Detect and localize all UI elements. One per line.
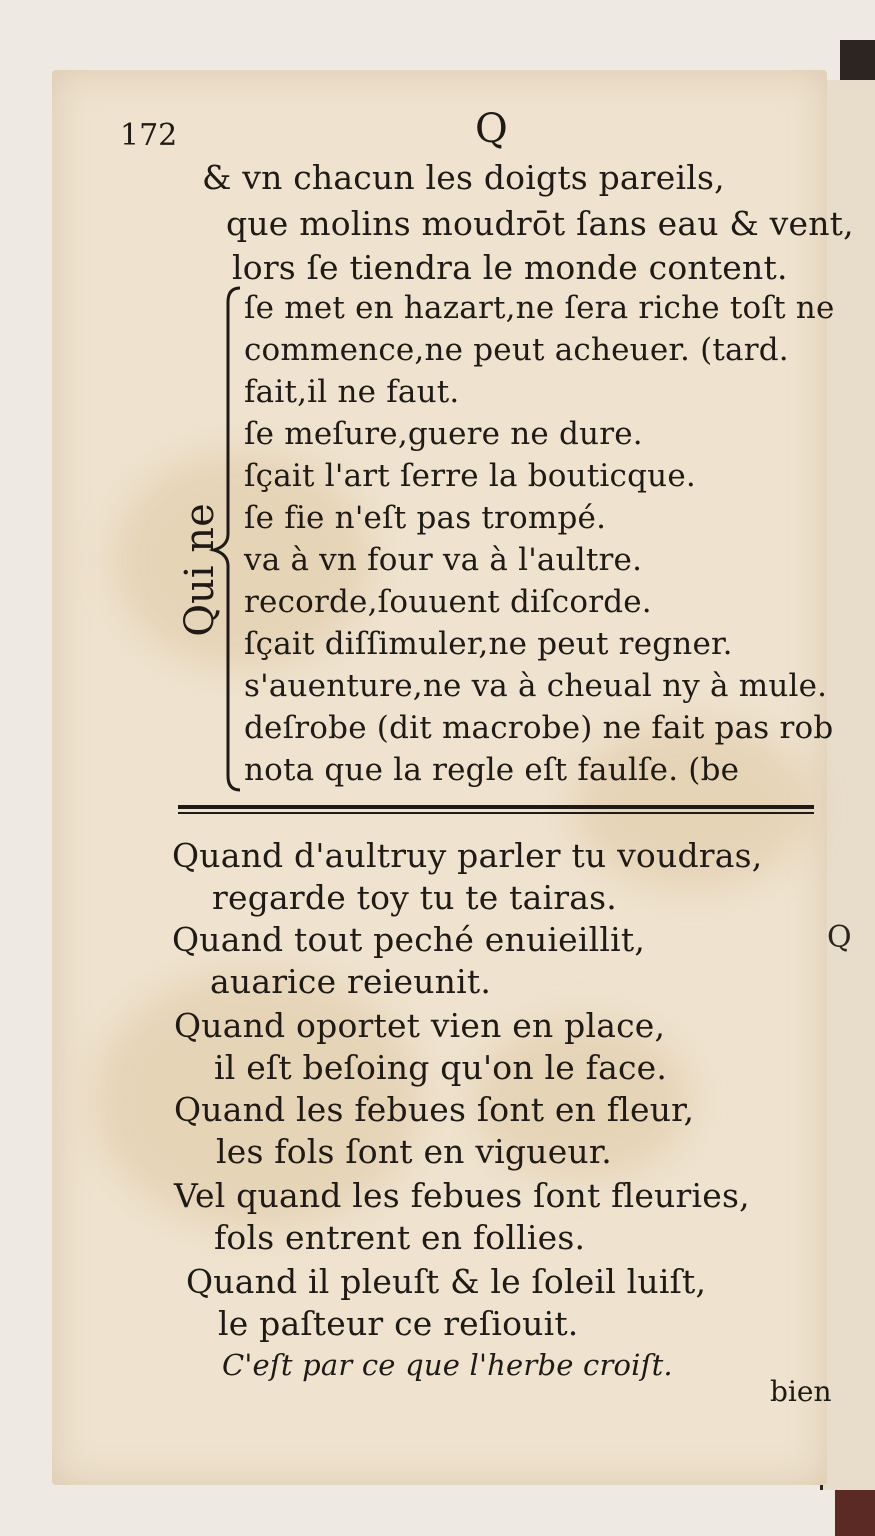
- qui-ne-item: ſe met en hazart,ne ſera riche toſt ne: [244, 290, 835, 326]
- page-number: 172: [120, 118, 178, 153]
- qui-ne-item: ſçait diſſimuler,ne peut regner.: [244, 626, 733, 662]
- qui-ne-item: recorde,ſouuent diſcorde.: [244, 584, 652, 620]
- qui-ne-item: ſe meſure,guere ne dure.: [244, 416, 643, 452]
- qui-ne-item: fait,il ne faut.: [244, 374, 460, 410]
- opening-line: que molins moudrōt ſans eau & vent,: [226, 204, 854, 243]
- proverb-line: il eſt beſoing qu'on le face.: [214, 1048, 668, 1087]
- qui-ne-item: nota que la regle eſt faulſe. (be: [244, 752, 740, 788]
- proverb-line: Quand d'aultruy parler tu voudras,: [172, 836, 763, 875]
- section-rule: [178, 805, 814, 809]
- catchword: bien: [770, 1375, 832, 1408]
- proverb-line: Quand oportet vien en place,: [174, 1006, 666, 1045]
- qui-ne-item: s'auenture,ne va à cheual ny à mule.: [244, 668, 828, 704]
- proverb-line: Quand tout peché enuieillit,: [172, 920, 646, 959]
- proverb-line: les fols ſont en vigueur.: [216, 1132, 612, 1171]
- proverb-line: Quand il pleuſt & le ſoleil luiſt,: [186, 1262, 707, 1301]
- proverb-line: Vel quand les febues ſont fleuries,: [174, 1176, 750, 1215]
- proverb-line: fols entrent en follies.: [214, 1218, 586, 1257]
- opening-line: & vn chacun les doigts pareils,: [202, 158, 725, 197]
- proverb-line: auarice reieunit.: [210, 962, 492, 1001]
- qui-ne-item: deſrobe (dit macrobe) ne fait pas rob: [244, 710, 834, 746]
- opening-line: lors ſe tiendra le monde content.: [232, 248, 788, 287]
- qui-ne-item: ſe fie n'eſt pas trompé.: [244, 500, 607, 536]
- book-edge-bottom: [835, 1490, 875, 1536]
- proverb-line: regarde toy tu te tairas.: [212, 878, 617, 917]
- section-rule: [178, 812, 814, 814]
- qui-ne-label: Qui ne: [177, 503, 223, 637]
- italic-note: C'eſt par ce que l'herbe croiſt.: [222, 1348, 673, 1382]
- proverb-line: Quand les febues ſont en fleur,: [174, 1090, 695, 1129]
- qui-ne-item: commence,ne peut acheuer. (tard.: [244, 332, 789, 368]
- qui-ne-item: va à vn four va à l'aultre.: [244, 542, 643, 578]
- qui-ne-item: ſçait l'art ſerre la bouticque.: [244, 458, 696, 494]
- proverb-line: le paſteur ce reſiouit.: [218, 1304, 579, 1343]
- facing-page-glyph: Q: [827, 920, 852, 955]
- signature-letter: Q: [475, 106, 508, 152]
